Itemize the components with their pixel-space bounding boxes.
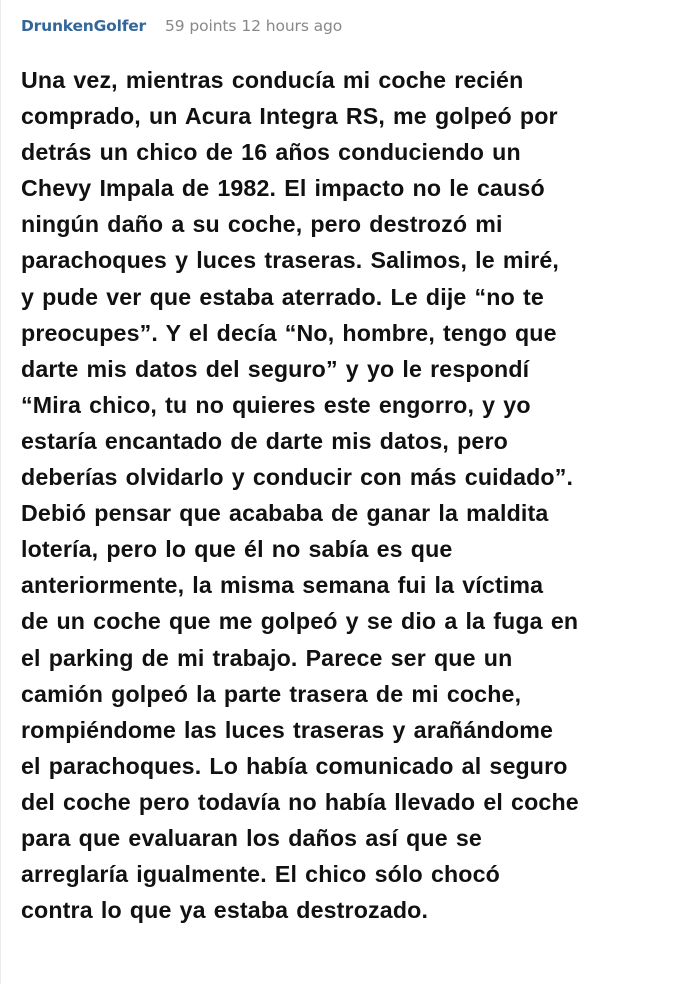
comment-body-line: ningún daño a su coche, pero destrozó mi — [21, 211, 503, 238]
comment-body-line: del coche pero todavía no había llevado el coche — [21, 788, 579, 815]
comment-body-line: parachoques y luces traseras. Salimos, le miré, — [21, 247, 560, 274]
comment-body-line: preocupes”. Y el decía “No, hombre, tengo que — [21, 319, 557, 346]
thread-line — [0, 0, 1, 984]
comment-body-line: “Mira chico, tu no quieres este engorro, y yo — [21, 391, 531, 418]
comment-body-line: el parking de mi trabajo. Parece ser que un — [21, 644, 513, 671]
comment-body-line: darte mis datos del seguro” y yo le respondí — [21, 355, 530, 382]
score: 59 points — [165, 17, 237, 35]
comment-body-line: deberías olvidarlo y conducir con más cuidado”. — [21, 464, 574, 491]
comment-body-line: Una vez, mientras conducía mi coche recién — [21, 67, 524, 93]
comment-body-line: contra lo que ya estaba destrozado. — [21, 897, 429, 924]
comment-body — [21, 62, 683, 928]
comment-body-line: arreglaría igualmente. El chico sólo chocó — [21, 861, 500, 888]
comment-body-line: el parachoques. Lo había comunicado al seguro — [21, 752, 568, 779]
comment-body-line: Chevy Impala de 1982. El impacto no le causó — [21, 175, 545, 202]
comment-body-line: detrás un chico de 16 años conduciendo un — [21, 139, 521, 166]
author-link[interactable]: DrunkenGolfer — [21, 17, 147, 35]
comment-body-line: comprado, un Acura Integra RS, me golpeó por — [21, 103, 558, 130]
comment-body-line: para que evaluaran los daños así que se — [21, 824, 482, 851]
timestamp: 12 hours ago — [241, 17, 343, 35]
comment-body-line: rompiéndome las luces traseras y arañándome — [21, 716, 554, 743]
comment-body-line: de un coche que me golpeó y se dio a la fuga en — [21, 608, 579, 635]
comment-body-line: Debió pensar que acababa de ganar la maldita — [21, 500, 549, 527]
comment-body-line: camión golpeó la parte trasera de mi coche, — [21, 680, 522, 707]
comment-body-line: lotería, pero lo que él no sabía es que — [21, 536, 453, 563]
comment-tagline — [21, 17, 342, 39]
comment-body-line: anteriormente, la misma semana fui la víctima — [21, 572, 544, 599]
comment-body-line: y pude ver que estaba aterrado. Le dije “no te — [21, 283, 544, 310]
comment-body-line: estaría encantado de darte mis datos, pero — [21, 427, 508, 454]
